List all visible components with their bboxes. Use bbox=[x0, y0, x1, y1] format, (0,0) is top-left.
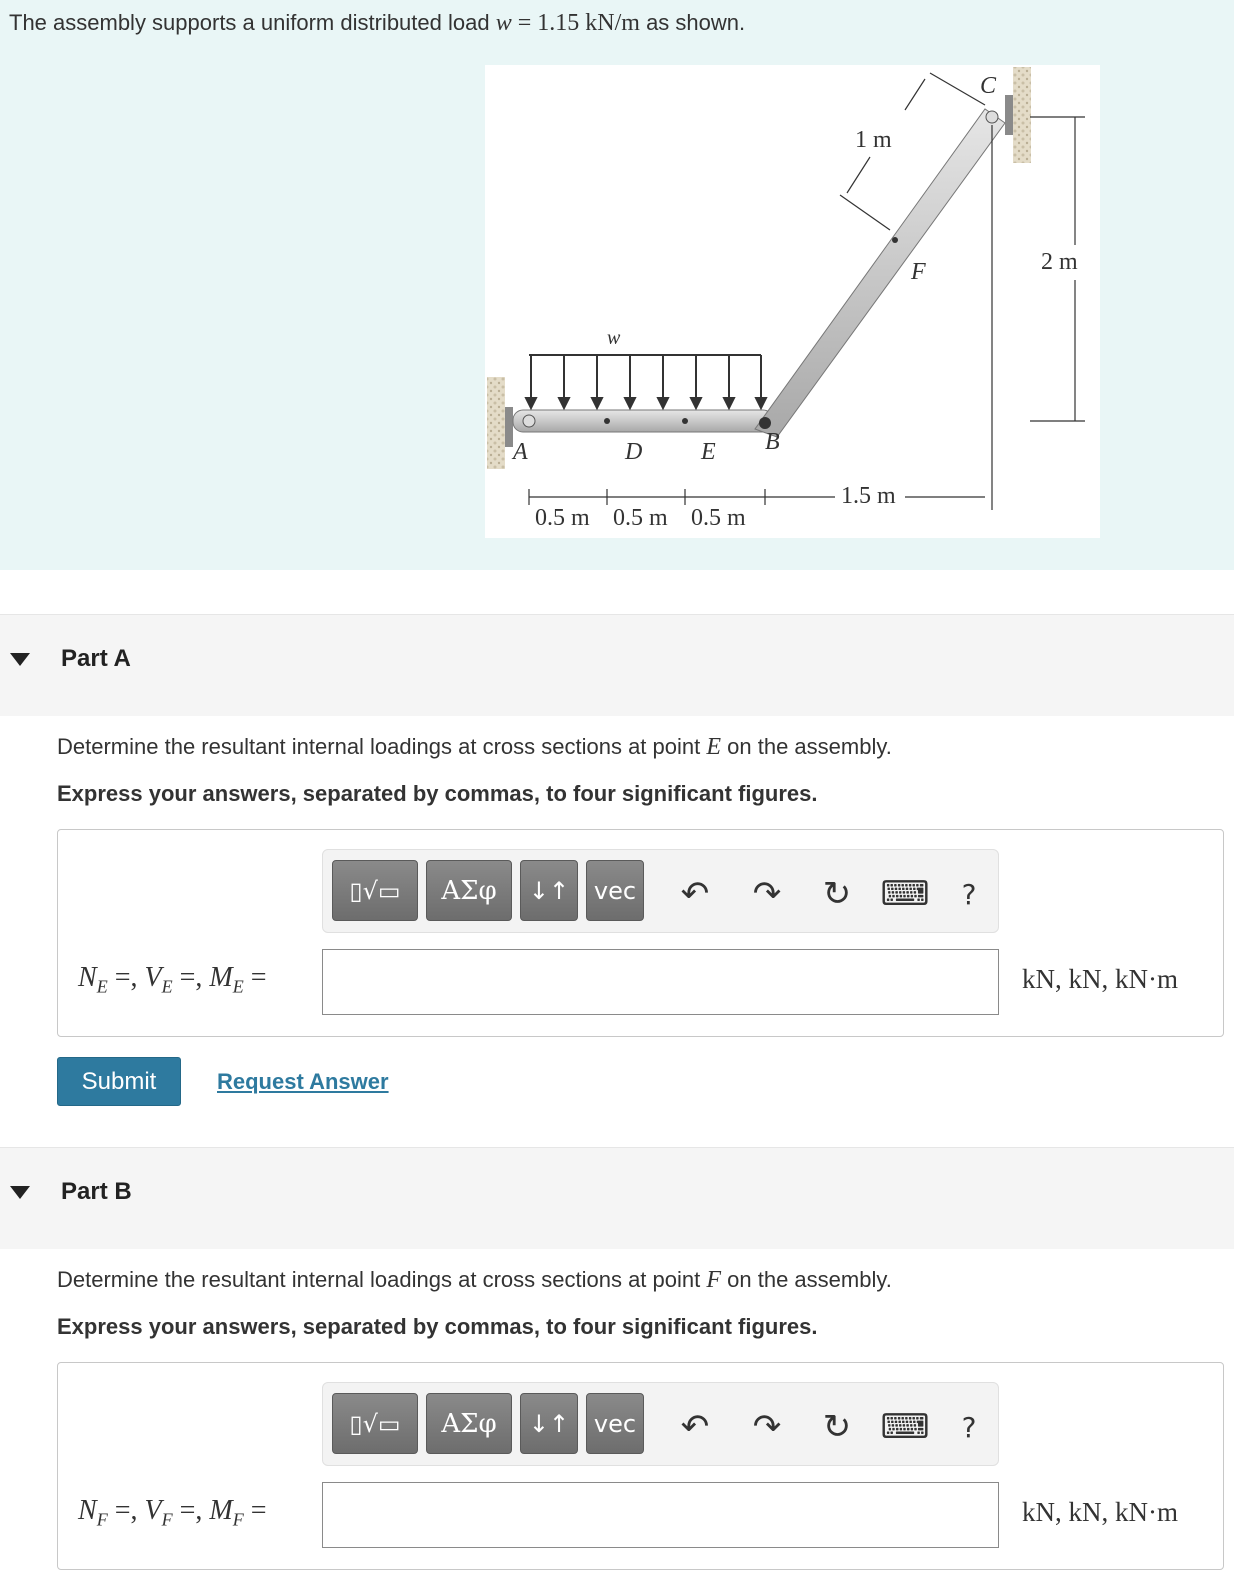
left-bracket bbox=[505, 407, 513, 447]
undo-icon[interactable]: ↶ bbox=[680, 1407, 710, 1447]
horizontal-beam bbox=[513, 410, 773, 432]
inclined-member bbox=[755, 109, 1005, 437]
keyboard-icon[interactable]: ⌨ bbox=[880, 1407, 930, 1447]
part-a-answer-input[interactable] bbox=[322, 949, 999, 1015]
point-f-dot bbox=[892, 237, 898, 243]
label-w: w bbox=[607, 327, 621, 349]
templates-button[interactable]: ▯√▭ bbox=[332, 860, 418, 921]
label-d: D bbox=[625, 439, 643, 465]
load-formula: w = 1.15 kN/m bbox=[495, 10, 640, 36]
part-b-answer-box bbox=[57, 1362, 1224, 1570]
part-b-question: Determine the resultant internal loadings at cross sections at point F on the assembly. bbox=[57, 1267, 892, 1293]
reset-icon[interactable]: ↻ bbox=[822, 874, 852, 914]
part-b-instruction: Express your answers, separated by commas, to four significant figures. bbox=[57, 1314, 818, 1339]
request-answer-link[interactable]: Request Answer bbox=[217, 1069, 389, 1094]
arrows-button[interactable]: ↓↑ bbox=[520, 1393, 578, 1454]
right-wall bbox=[1013, 67, 1031, 163]
point-d-dot bbox=[604, 418, 610, 424]
undo-icon[interactable]: ↶ bbox=[680, 874, 710, 914]
label-2m: 2 m bbox=[1041, 249, 1078, 275]
point-e-dot bbox=[682, 418, 688, 424]
keyboard-icon[interactable]: ⌨ bbox=[880, 874, 930, 914]
assembly-figure bbox=[485, 65, 1100, 538]
part-a-answer-box bbox=[57, 829, 1224, 1037]
part-a-header[interactable] bbox=[0, 614, 1234, 716]
part-b-header[interactable] bbox=[0, 1147, 1234, 1249]
label-f: F bbox=[911, 259, 926, 285]
vector-button[interactable]: vec bbox=[586, 860, 644, 921]
part-b-equation-label: $N_F$ =, $V_F$ =, $M_F$ = bbox=[78, 1495, 267, 1530]
help-icon[interactable]: ? bbox=[961, 877, 977, 911]
part-b-answer-input[interactable] bbox=[322, 1482, 999, 1548]
intro-text: The assembly supports a uniform distributed load w = 1.15 kN/m as shown. bbox=[9, 10, 746, 36]
problem-statement bbox=[0, 0, 1234, 570]
pin-c bbox=[986, 111, 998, 123]
templates-button[interactable]: ▯√▭ bbox=[332, 1393, 418, 1454]
part-a-units: kN, kN, kN·m bbox=[1022, 964, 1178, 994]
part-a-title: Part A bbox=[61, 645, 131, 672]
label-b: B bbox=[765, 429, 780, 455]
vector-button[interactable]: vec bbox=[586, 1393, 644, 1454]
label-a: A bbox=[513, 439, 528, 465]
arrows-button[interactable]: ↓↑ bbox=[520, 860, 578, 921]
pin-b bbox=[759, 417, 771, 429]
assembly-diagram bbox=[485, 65, 1100, 538]
greek-button[interactable]: ΑΣφ bbox=[426, 860, 512, 921]
bottom-dimensions bbox=[529, 125, 992, 510]
right-bracket bbox=[1005, 95, 1013, 135]
part-a-instruction: Express your answers, separated by commas, to four significant figures. bbox=[57, 781, 818, 806]
redo-icon[interactable]: ↷ bbox=[752, 1407, 782, 1447]
part-b-units: kN, kN, kN·m bbox=[1022, 1497, 1178, 1527]
redo-icon[interactable]: ↷ bbox=[752, 874, 782, 914]
label-1-5m: 1.5 m bbox=[841, 483, 896, 509]
label-0-5m-1: 0.5 m bbox=[535, 505, 590, 531]
label-e: E bbox=[701, 439, 716, 465]
pin-a bbox=[523, 415, 535, 427]
label-0-5m-2: 0.5 m bbox=[613, 505, 668, 531]
caret-down-icon[interactable] bbox=[10, 1186, 30, 1199]
label-1m: 1 m bbox=[855, 127, 892, 153]
label-0-5m-3: 0.5 m bbox=[691, 505, 746, 531]
math-toolbar bbox=[322, 849, 999, 933]
part-b-title: Part B bbox=[61, 1178, 132, 1205]
caret-down-icon[interactable] bbox=[10, 653, 30, 666]
part-a-question: Determine the resultant internal loadings at cross sections at point E on the assembly. bbox=[57, 734, 892, 760]
part-a-equation-label: $N_E$ =, $V_E$ =, $M_E$ = bbox=[78, 962, 267, 997]
submit-button[interactable]: Submit bbox=[57, 1057, 181, 1106]
greek-button[interactable]: ΑΣφ bbox=[426, 1393, 512, 1454]
reset-icon[interactable]: ↻ bbox=[822, 1407, 852, 1447]
label-c: C bbox=[980, 73, 997, 99]
math-toolbar bbox=[322, 1382, 999, 1466]
help-icon[interactable]: ? bbox=[961, 1410, 977, 1444]
left-wall bbox=[487, 377, 505, 469]
load-arrows bbox=[526, 355, 766, 408]
